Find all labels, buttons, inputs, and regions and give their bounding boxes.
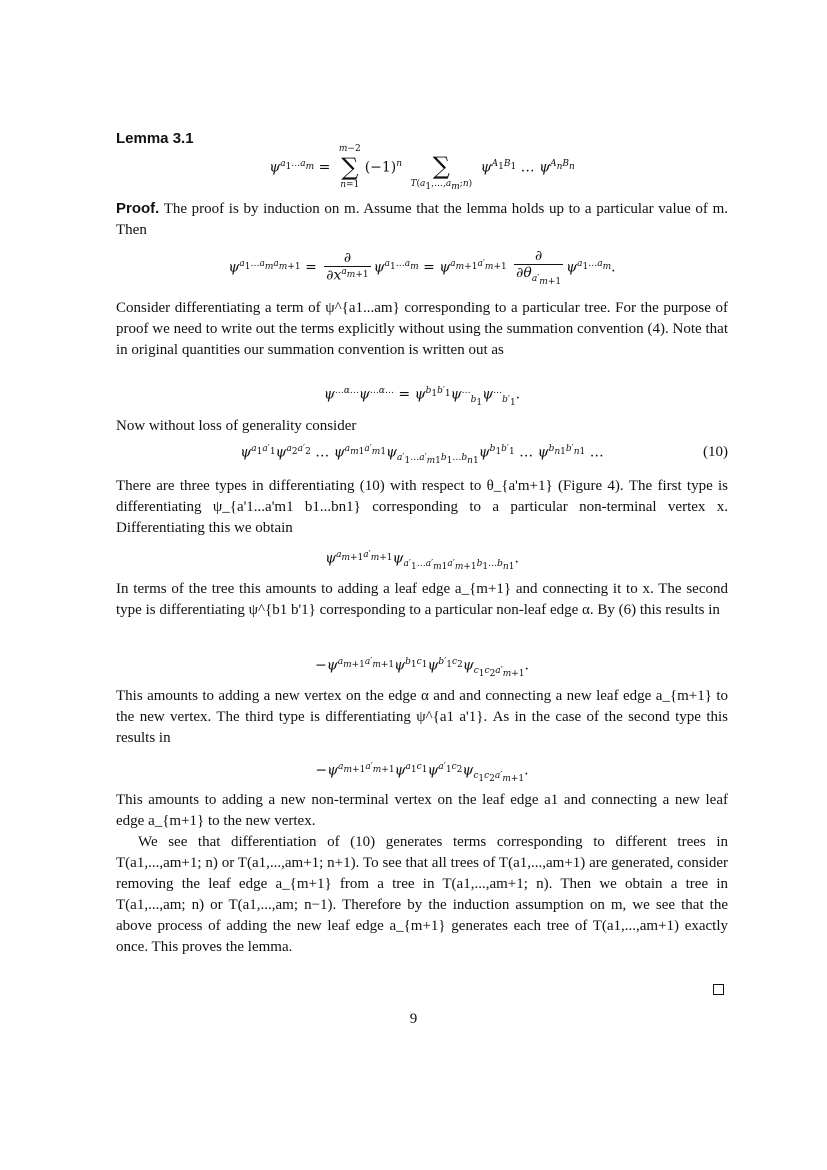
paragraph-3: There are three types in differentiating (10) with respect to θ_{a'm+1} (Figure 4). The first type is differentiating ψ_{a'1...a'm1 b1...bn1} corresponding to a particular non-terminal vertex x. Differentiating this we obtain [116, 478, 728, 536]
induction-equation: $\psi^{a_1\dots a_ma_{m+1}}$ = $\frac{\partial}{\partial x^{a_{m+1}}}$ $\psi^{a_1\dots a_m} = \psi^{a_{m+1}a'_{m+1}}$ $\frac{\partial}{\partial\theta_{a'_{m+1}}}$ $\psi^{a_1\dots a_m}$. [228, 248, 616, 287]
paragraph-6: This amounts to adding a new non-terminal vertex on the leaf edge a1 and connecting a new leaf edge a_{m+1} to the new vertex. [116, 792, 728, 829]
page-number: 9 [409, 1011, 418, 1027]
equation-number: (10) [703, 444, 728, 460]
proof-label: Proof. [116, 200, 160, 217]
qed-box-icon [713, 984, 724, 995]
proof-intro-text: The proof is by induction on m. Assume that the lemma holds up to a particular value of m. Then [116, 201, 728, 238]
paragraph-5: This amounts to adding a new vertex on the edge α and and connecting a new leaf edge a_{m+1} to the new vertex. The third type is differentiating ψ^{a1 a'1}. As in the case of the second type this results in [116, 688, 728, 746]
lemma-equation: $\psi^{a_1\dots a_m}$ = m−2 ∑ n=1 $(-1)^n$ ∑ $T(a_1,\dots,a_m;n)$ $\psi^{A_1B_1}$ … $\psi^{A_nB_n}$ [269, 144, 575, 192]
lemma-title: Lemma 3.1 [116, 130, 194, 147]
proof-intro [116, 198, 728, 241]
first-type-equation: $\psi^{a_{m+1}a'_{m+1}}\psi_{a'_1\dots a'_{m1}a'_{m+1}b_1\dots b_{n1}}$. [325, 550, 519, 573]
equation-10: $\psi^{a_1a'_1}\psi^{a_2a'_2}$ … $\psi^{a_{m1}a'_{m1}}\psi_{a'_1\dots a'_{m1}b_1\dots b_{n1}}\psi^{b_1b'_1}$ … $\psi^{b_{n1}b'_{n1}}$ … [240, 444, 604, 467]
second-type-equation: $-\psi^{a_{m+1}a'_{m+1}}\psi^{b_1c_1}\psi^{b'_1c_2}\psi_{c_1c_2a'_{m+1}}$. [315, 657, 529, 680]
paragraph-2: Now without loss of generality consider [116, 418, 357, 434]
paragraph-7: We see that differentiation of (10) generates terms corresponding to different trees in T(a1,...,am+1; n) or T(a1,...,am+1; n+1). To see that all trees of T(a1,...,am+1) are generated, consider removing the leaf edge a_{m+1} from a tree in T(a1,...,am+1; n). Then we obtain a tree in T(a1,...,am; n) or T(a1,...,am; n−1). Therefore by the induction assumption on m, we see that the above process of adding the new leaf edge a_{m+1} generates each tree of T(a1,...,am+1) exactly once. This proves the lemma. [116, 834, 728, 955]
summation-equation: $\psi^{\dots\alpha\dots}\psi^{\dots\alpha\dots} = \psi^{b_1b'_1}\psi^\dots_{b_1}\psi^\dots_{b'_1}$. [323, 386, 521, 409]
paragraph-4: In terms of the tree this amounts to adding a leaf edge a_{m+1} and connecting it to x. The second type is differentiating ψ^{b1 b'1} corresponding to a particular non-leaf edge α. By (6) this results in [116, 581, 728, 618]
third-type-equation: $-\psi^{a_{m+1}a'_{m+1}}\psi^{a_1c_1}\psi^{a'_1c_2}\psi_{c_1c_2a'_{m+1}}$. [315, 762, 529, 785]
paragraph-1: Consider differentiating a term of ψ^{a1...am} corresponding to a particular tree. For the purpose of proof we need to write out the terms explicitly without using the summation convention (4). Note that in original quantities our summation convention is written out as [116, 300, 728, 358]
